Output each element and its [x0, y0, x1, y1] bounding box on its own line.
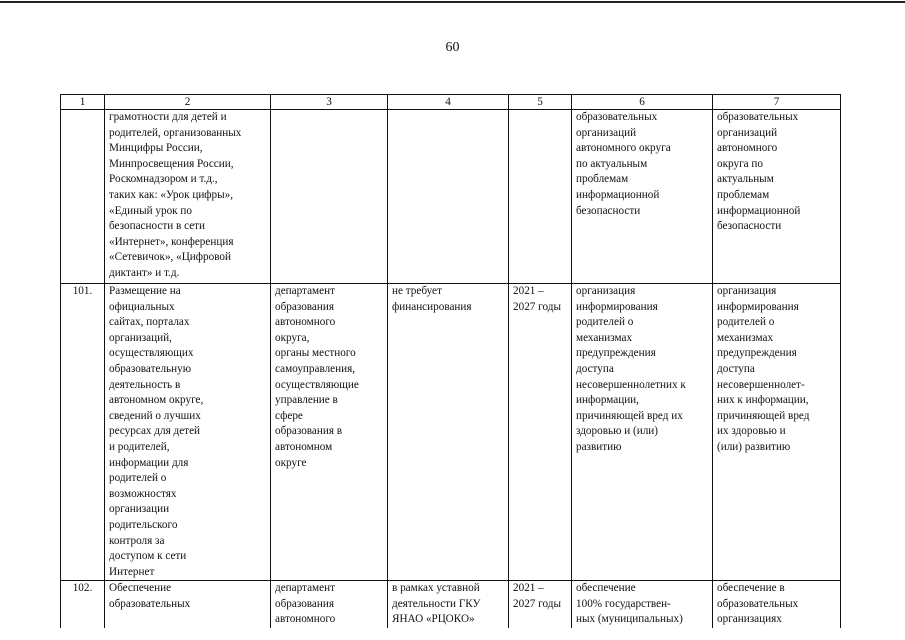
column-number-header-row	[61, 95, 841, 110]
header-col-4: 4	[388, 95, 509, 110]
table-row	[61, 581, 841, 628]
period-cell: 2021 – 2027 годы	[509, 284, 572, 581]
result-cell: образовательных организаций автономного округа по актуальным проблемам информационной безопасности	[572, 110, 713, 284]
financing-cell	[388, 110, 509, 284]
header-col-2: 2	[105, 95, 271, 110]
responsible-cell: департамент образования автономного	[271, 581, 388, 628]
header-col-1: 1	[61, 95, 105, 110]
result-cell: организация информирования родителей о механизмах предупреждения доступа несовершеннолетних к информации, причиняющей вред их здоровью и (или) развитию	[572, 284, 713, 581]
header-col-5: 5	[509, 95, 572, 110]
row-number-cell: 101.	[61, 284, 105, 581]
table-row	[61, 284, 841, 581]
header-col-3: 3	[271, 95, 388, 110]
measures-table	[60, 94, 841, 628]
header-col-6: 6	[572, 95, 713, 110]
page-number: 60	[445, 40, 460, 55]
period-cell	[509, 110, 572, 284]
responsible-cell	[271, 110, 388, 284]
row-number-cell: 102.	[61, 581, 105, 628]
responsible-cell: департамент образования автономного округа, органы местного самоуправления, осуществляющие управление в сфере образования в автономном округе	[271, 284, 388, 581]
result-cell: обеспечение 100% государствен- ных (муниципальных)	[572, 581, 713, 628]
indicator-cell: организация информирования родителей о механизмах предупреждения доступа несовершеннолет- них к информации, причиняющей вред их здоровью и (или) развитию	[713, 284, 841, 581]
measure-cell: Размещение на официальных сайтах, порталах организаций, осуществляющих образовательную деятельность в автономном округе, сведений о лучших ресурсах для детей и родителей, информации для родителей о возможностях организации родительского контроля за доступом к сети Интернет	[105, 284, 271, 581]
measure-cell: грамотности для детей и родителей, организованных Минцифры России, Минпросвещения России, Роскомнадзором и т.д., таких как: «Урок цифры», «Единый урок по безопасности в сети «Интернет», конференция «Сетевичок», «Цифровой диктант» и т.д.	[105, 110, 271, 284]
period-cell: 2021 – 2027 годы	[509, 581, 572, 628]
row-number-cell	[61, 110, 105, 284]
table-row	[61, 110, 841, 284]
financing-cell: в рамках уставной деятельности ГКУ ЯНАО «РЦОКО»	[388, 581, 509, 628]
top-border-line	[0, 1, 905, 3]
indicator-cell: обеспечение в образовательных организациях	[713, 581, 841, 628]
header-col-7: 7	[713, 95, 841, 110]
indicator-cell: образовательных организаций автономного округа по актуальным проблемам информационной безопасности	[713, 110, 841, 284]
financing-cell: не требует финансирования	[388, 284, 509, 581]
measure-cell: Обеспечение образовательных	[105, 581, 271, 628]
